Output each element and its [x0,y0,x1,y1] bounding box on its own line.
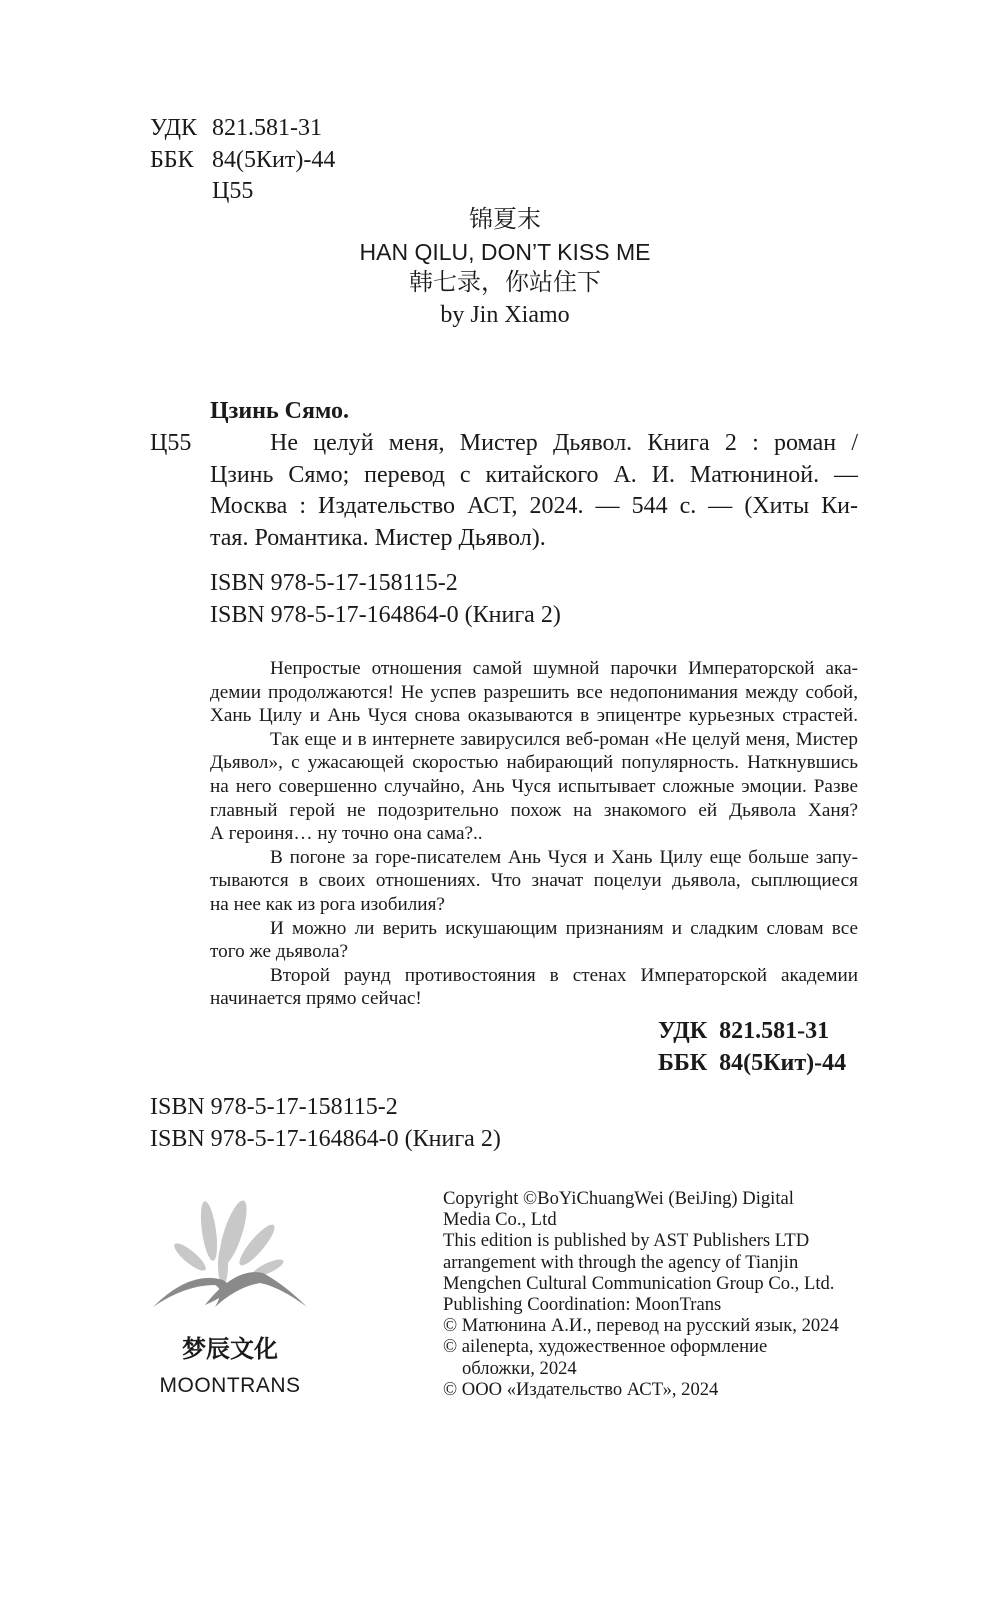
copyright-block [443,1188,839,1400]
udk-bottom: УДК 821.581-31 [658,1018,830,1044]
bib-line: Цзинь Сямо; перевод с китайского А. И. Матюниной. — [210,461,858,488]
copyright-line: Copyright ©BoYiChuangWei (BeiJing) Digital [443,1188,794,1209]
copyright-line: © Матюнина А.И., перевод на русский язык, 2024 [443,1315,839,1337]
bib-mark: Ц55 [150,430,192,456]
isbn-line: ISBN 978-5-17-164864-0 (Книга 2) [210,601,561,628]
author-mark: Ц55 [212,178,254,204]
by-line: by Jin Xiamo [440,301,570,328]
bib-line: Не целуй меня, Мистер Дьявол. Книга 2 : роман / [270,430,858,456]
annotation-line: главный герой не подозрительно похож на знакомого ей Дьявола Ханя? [210,799,858,821]
isbn-line: ISBN 978-5-17-158115-2 [150,1094,398,1120]
annotation-line: начинается прямо сейчас! [210,988,422,1010]
copyright-line: Publishing Coordination: MoonTrans [443,1294,722,1316]
udk-value: 821.581-31 [212,115,322,141]
title-chinese: 韩七录，你站住下 [409,270,601,296]
annotation-line: Непростые отношения самой шумной парочки Императорской ака- [270,658,858,679]
copyright-line: © ООО «Издательство АСТ», 2024 [443,1378,719,1400]
annotation-line: на нее как из рога изобилия? [210,893,445,915]
annotation-line: того же дьявола? [210,941,349,963]
annotation-line: В погоне за горе-писателем Ань Чуся и Хань Цилу еще больше запу- [270,846,858,868]
isbn-line: ISBN 978-5-17-164864-0 (Книга 2) [150,1125,501,1152]
annotation-line: Дьявол», с ужасающей скоростью набирающий популярность. Наткнувшись [210,752,858,774]
annotation-line: на него совершенно случайно, Ань Чуся испытывает сложные эмоции. Разве [210,775,858,797]
bbk-value: 84(5Кит)-44 [212,146,336,173]
classification-block [150,113,335,208]
logo-leaves-mountain-icon [145,1195,315,1320]
bib-line: Москва : Издательство АСТ, 2024. — 544 с. — (Хиты Ки- [210,493,858,519]
annotation [210,657,858,1011]
udk-label: УДК [150,115,197,141]
isbn-bottom [150,1092,501,1155]
annotation-line: Так еще и в интернете завирусился веб-роман «Не целуй меня, Мистер [270,728,858,750]
copyright-line: © ailenepta, художественное оформление [443,1336,768,1358]
publisher-logo [145,1195,315,1398]
annotation-line: А героиня… ну точно она сама?.. [210,823,483,845]
logo-name-en: MOONTRANS [159,1374,301,1397]
bbk-bottom: ББК 84(5Кит)-44 [658,1049,847,1076]
author-heading-text: Цзинь Сямо. [210,398,350,424]
copyright-line: обложки, 2024 [462,1357,577,1379]
annotation-line: тываются в своих отношениях. Что значат поцелуи дьявола, сыплющиеся [210,870,858,892]
classification-bottom [658,1016,846,1079]
isbn-line: ISBN 978-5-17-158115-2 [210,570,458,596]
annotation-line: И можно ли верить искушающим признаниям и сладким словам все [270,917,858,939]
annotation-line: Хань Цилу и Ань Чуся снова оказываются в эпицентре курьезных страстей. [210,705,858,727]
bib-description [210,428,858,554]
annotation-line: Второй раунд противостояния в стенах Императорской академии [270,964,858,986]
bbk-label: ББК [150,146,194,173]
bib-line: тая. Романтика. Мистер Дьявол). [210,524,546,551]
title-english: HAN QILU, DON’T KISS ME [359,238,651,265]
author-chinese: 锦夏末 [469,207,541,233]
copyright-line: Media Co., Ltd [443,1209,557,1231]
copyright-line: Mengchen Cultural Communication Group Co., Ltd. [443,1272,835,1294]
bib-isbn [210,568,561,631]
copyright-line: arrangement with through the agency of Tianjin [443,1251,799,1273]
annotation-line: демии продолжаются! Не успев разрешить все недопонимания между собой, [210,681,858,703]
original-title-block [0,205,1000,331]
logo-name-cn: 梦辰文化 [182,1335,278,1363]
bib-author-heading [210,396,349,428]
copyright-line: This edition is published by AST Publishers LTD [443,1230,810,1252]
